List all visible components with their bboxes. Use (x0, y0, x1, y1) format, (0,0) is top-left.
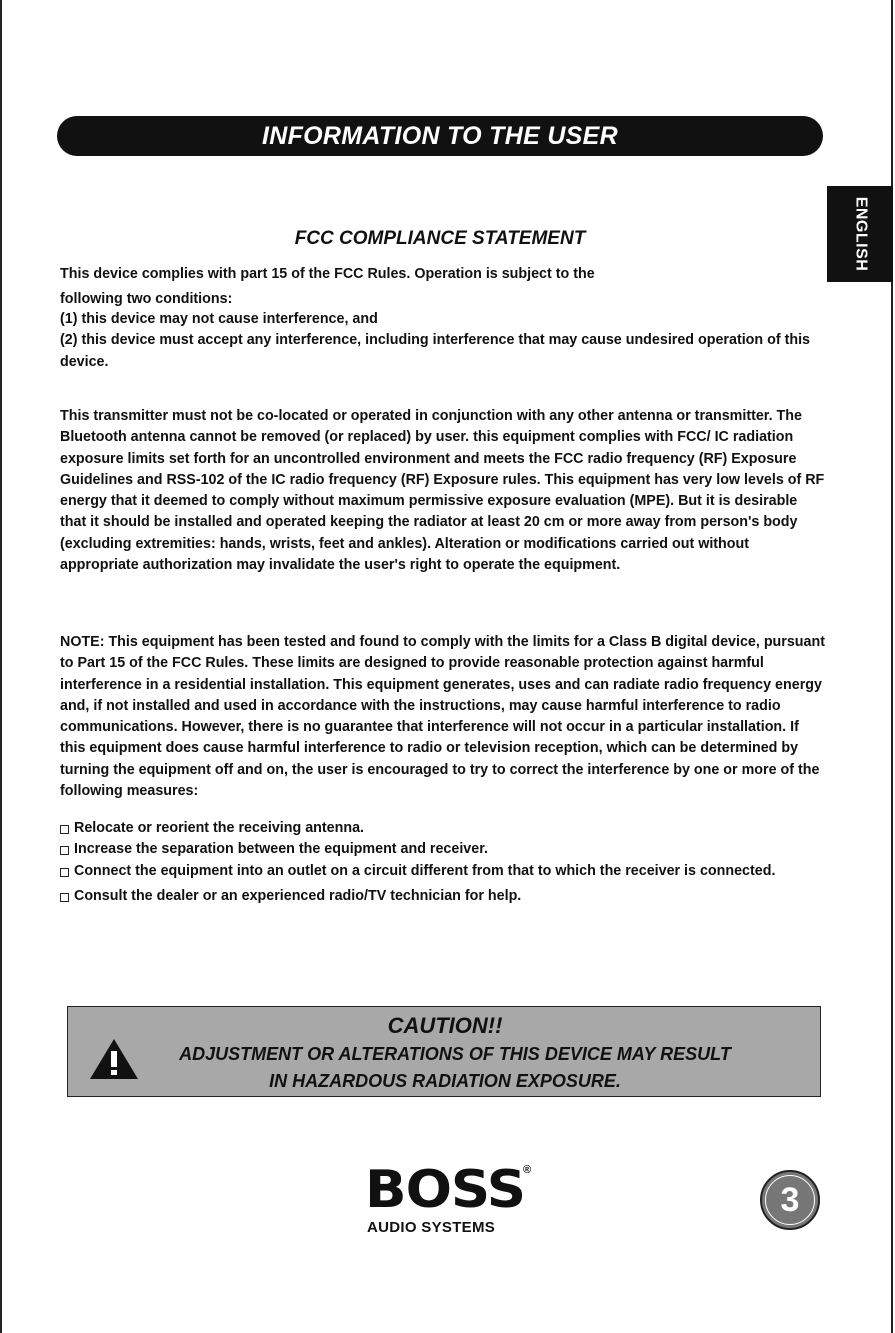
note-paragraph-text: NOTE: This equipment has been tested and found to comply with the limits for a Class B digital device, pursuant to Part 15 of the FCC Rules. These limits are designed to provide reasonable protection against harmful interference in a residential installation. This equipment generates, uses and can radiate radio frequency energy and, if not installed and used in accordance with the instructions, may cause harmful interference to radio communications. However, there is no guarantee that interference will not occur in a particular installation. If this equipment does cause harmful interference to radio or television reception, which can be determined by turning the equipment off and on, the user is encouraged to try to correct the interference by one or more of the following measures: (60, 634, 825, 800)
list-item (60, 861, 825, 882)
caution-line-2: IN HAZARDOUS RADIATION EXPOSURE. (269, 1071, 621, 1091)
page-border-left (0, 0, 2, 1333)
list-item-text: Connect the equipment into an outlet on a circuit different from that to which the receiver is connected. (74, 862, 776, 879)
brand-subtitle: AUDIO SYSTEMS (367, 1219, 496, 1236)
caution-box (67, 1006, 821, 1097)
section-banner (57, 116, 823, 156)
boss-logo (365, 1160, 535, 1240)
intro-line-1: This device complies with part 15 of the FCC Rules. Operation is subject to the (60, 266, 595, 282)
caution-line-1: ADJUSTMENT OR ALTERATIONS OF THIS DEVICE MAY RESULT (179, 1044, 731, 1064)
page-title: INFORMATION TO THE USER (262, 121, 618, 150)
language-tab-label: ENGLISH (852, 196, 869, 272)
checkbox-square-icon (60, 825, 69, 834)
note-paragraph (60, 632, 825, 802)
transmitter-paragraph (60, 406, 825, 576)
conditions (60, 309, 825, 373)
fcc-heading: FCC COMPLIANCE STATEMENT (294, 228, 586, 249)
list-item-text: Increase the separation between the equipment and receiver. (74, 841, 488, 858)
page-number-badge (760, 1170, 820, 1230)
brand-wordmark: BOSS (365, 1160, 526, 1220)
measures-list (60, 818, 825, 907)
intro-line-2: following two conditions: (60, 291, 233, 308)
list-item-text: Relocate or reorient the receiving antenna. (74, 820, 364, 836)
checkbox-square-icon (60, 893, 69, 902)
intro-text (60, 264, 825, 311)
checkbox-square-icon (60, 868, 69, 877)
transmitter-paragraph-text: This transmitter must not be co-located or operated in conjunction with any other antenna or transmitter. The Bluetooth antenna cannot be removed (or replaced) by user. this equipment complies with FCC/ IC radiation exposure limits set forth for an uncontrolled environment and meets the FCC radio frequency (RF) Exposure Guidelines and RSS-102 of the IC radio frequency (RF) Exposure rules. This equipment has very low levels of RF energy that it deemed to comply without maximum permissive exposure evaluation (MPE). But it is desirable that it should be installed and operated keeping the radiator at least 20 cm or more away from person's body (excluding extremities: hands, wrists, feet and ankles). Alteration or modifications carried out without appropriate authorization may invalidate the user's right to operate the equipment. (60, 408, 825, 574)
list-item (60, 886, 825, 907)
page-number-ring (765, 1175, 815, 1225)
condition-2: (2) this device must accept any interference, including interference that may cause undesired operation of this device. (60, 332, 810, 370)
list-item-text: Consult the dealer or an experienced radio/TV technician for help. (74, 887, 522, 904)
page-number: 3 (780, 1180, 800, 1219)
list-item (60, 818, 825, 839)
checkbox-square-icon (60, 846, 69, 855)
condition-1: (1) this device may not cause interference, and (60, 311, 378, 327)
registered-mark: ® (523, 1164, 532, 1176)
caution-title: CAUTION!! (387, 1013, 503, 1038)
list-item (60, 839, 825, 860)
